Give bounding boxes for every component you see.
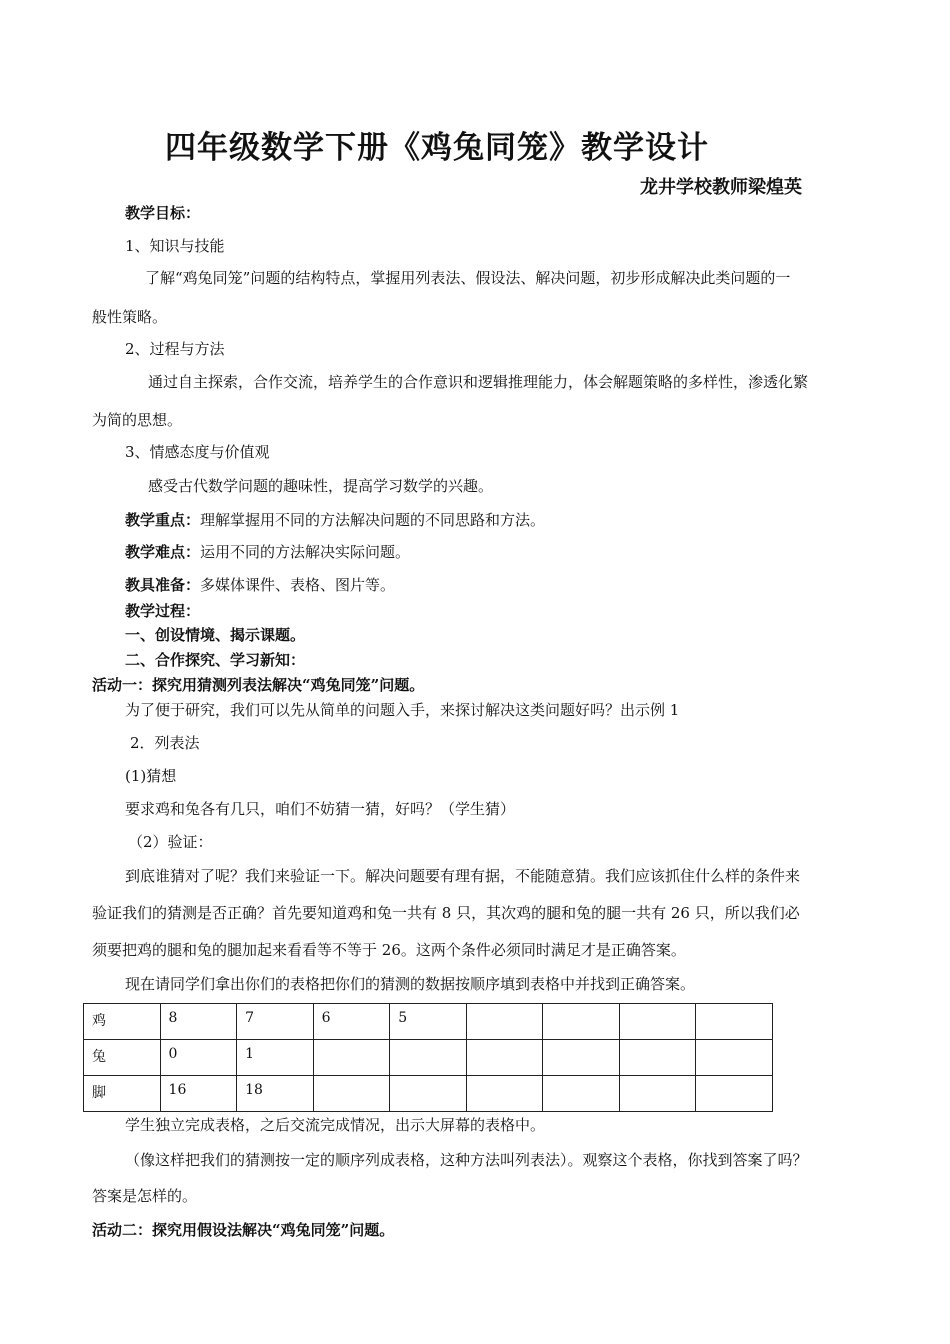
table-cell (543, 1004, 620, 1040)
paragraph-line: 感受古代数学问题的趣味性，提高学习数学的兴趣。 (148, 477, 494, 495)
activity-heading: 活动二：探究用假设法解决“鸡兔同笼”问题。 (92, 1221, 395, 1239)
table-row (84, 1076, 773, 1112)
subheading-attitude: 3、情感态度与价值观 (125, 443, 270, 461)
section-heading-process: 教学过程： (125, 602, 201, 620)
paragraph-line: （像这样把我们的猜测按一定的顺序列成表格，这种方法叫列表法）。观察这个表格，你找到答案了吗？ (125, 1151, 808, 1169)
step-heading: 二、合作探究、学习新知： (125, 651, 306, 669)
table-row (84, 1004, 773, 1040)
table-cell: 脚 (84, 1076, 161, 1112)
step-heading: 一、创设情境、揭示课题。 (125, 626, 306, 644)
difficulty-line (125, 542, 410, 562)
paragraph-line: 为了便于研究，我们可以先从简单的问题入手，来探讨解决这类问题好吗？出示例 1 (125, 701, 680, 719)
table-cell (313, 1076, 390, 1112)
table-cell (390, 1040, 467, 1076)
table-cell (466, 1004, 543, 1040)
paragraph-line: 验证我们的猜测是否正确？首先要知道鸡和兔一共有 8 只，其次鸡的腿和兔的腿一共有 26 只，所以我们必 (92, 904, 800, 922)
table-cell: 1 (237, 1040, 314, 1076)
guess-table (83, 1003, 773, 1112)
key-point-label: 教学重点： (125, 511, 201, 529)
subheading-verify: （2）验证： (128, 833, 213, 851)
table-cell (696, 1004, 773, 1040)
table-cell (313, 1040, 390, 1076)
table-cell: 16 (160, 1076, 237, 1112)
key-point-line (125, 510, 545, 530)
table-cell (390, 1076, 467, 1112)
table-cell: 8 (160, 1004, 237, 1040)
subheading-process: 2、过程与方法 (125, 340, 225, 358)
author-line: 龙井学校教师梁煌英 (640, 177, 802, 198)
table-cell: 鸡 (84, 1004, 161, 1040)
table-cell: 6 (313, 1004, 390, 1040)
table-cell (696, 1040, 773, 1076)
table-cell (619, 1004, 696, 1040)
table-cell (696, 1076, 773, 1112)
subheading-knowledge: 1、知识与技能 (125, 237, 225, 255)
table-row (84, 1040, 773, 1076)
paragraph-line: 须要把鸡的腿和兔的腿加起来看看等不等于 26。这两个条件必须同时满足才是正确答案。 (92, 941, 686, 959)
table-cell (466, 1076, 543, 1112)
paragraph-line: 学生独立完成表格，之后交流完成情况，出示大屏幕的表格中。 (125, 1116, 546, 1134)
paragraph-line: 般性策略。 (92, 308, 168, 326)
activity-heading: 活动一：探究用猜测列表法解决“鸡兔同笼”问题。 (92, 676, 425, 694)
paragraph-line: 为简的思想。 (92, 411, 183, 429)
tools-text: 多媒体课件、表格、图片等。 (200, 576, 396, 594)
paragraph-line: 通过自主探索，合作交流，培养学生的合作意识和逻辑推理能力，体会解题策略的多样性，渗透化繁 (148, 373, 809, 391)
document-title: 四年级数学下册《鸡兔同笼》教学设计 (165, 130, 709, 166)
difficulty-label: 教学难点： (125, 543, 201, 561)
table-cell: 18 (237, 1076, 314, 1112)
paragraph-line: 要求鸡和兔各有几只，咱们不妨猜一猜，好吗？（学生猜） (125, 800, 516, 818)
tools-label: 教具准备： (125, 576, 201, 594)
table-cell (466, 1040, 543, 1076)
paragraph-line: 现在请同学们拿出你们的表格把你们的猜测的数据按顺序填到表格中并找到正确答案。 (125, 975, 696, 993)
table-cell: 0 (160, 1040, 237, 1076)
table-cell: 兔 (84, 1040, 161, 1076)
table-cell (619, 1076, 696, 1112)
table-cell: 5 (390, 1004, 467, 1040)
difficulty-text: 运用不同的方法解决实际问题。 (200, 543, 411, 561)
subheading-list-method: 2．列表法 (130, 734, 200, 752)
tools-line (125, 575, 395, 595)
paragraph-line: 到底谁猜对了呢？我们来验证一下。解决问题要有理有据，不能随意猜。我们应该抓住什么样的条件来 (125, 867, 801, 885)
key-point-text: 理解掌握用不同的方法解决问题的不同思路和方法。 (200, 511, 546, 529)
table-cell (543, 1076, 620, 1112)
table-cell (619, 1040, 696, 1076)
paragraph-line: 了解“鸡兔同笼”问题的结构特点，掌握用列表法、假设法、解决问题，初步形成解决此类问题的一 (145, 269, 791, 287)
section-heading-goals: 教学目标： (125, 204, 201, 222)
table-cell (543, 1040, 620, 1076)
table-cell: 7 (237, 1004, 314, 1040)
subheading-guess: (1)猜想 (125, 767, 177, 785)
paragraph-line: 答案是怎样的。 (92, 1187, 198, 1205)
